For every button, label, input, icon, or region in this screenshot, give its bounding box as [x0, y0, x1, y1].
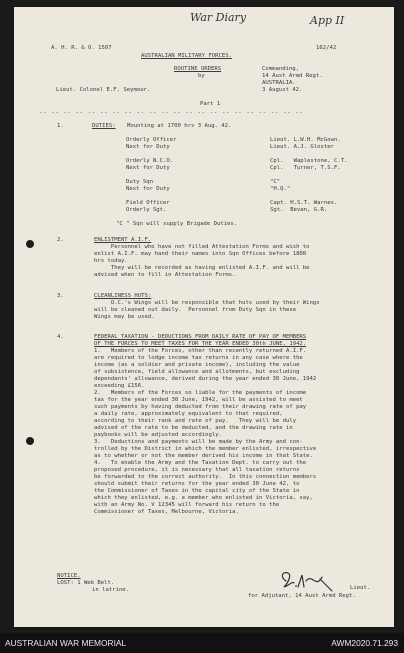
section-heading-duties: DUTIES:: [92, 123, 116, 129]
body-line: enlist A.I.F. may hand their names into Sqn Offices before 1800: [94, 251, 307, 257]
body-line: income (as a soldier and private income), including the value: [94, 362, 300, 368]
duty-value: Capt. H.S.T. Warnes.: [270, 200, 338, 206]
duty-value: Cpl. Waplestone, C.T.: [270, 158, 348, 164]
section-number: 3.: [57, 293, 64, 299]
commanding-officer: Lieut. Colonel E.F. Seymour.: [56, 87, 151, 93]
duty-value: Lieut. A.J. Gloster: [270, 144, 334, 150]
unit-heading: AUSTRALIAN MILITARY FORCES.: [141, 53, 232, 59]
by-label: by: [198, 73, 205, 79]
duty-role: Next for Duty: [126, 186, 170, 192]
duty-role: Next for Duty: [126, 144, 170, 150]
notice-line: LOST: 1 Web Belt.: [57, 580, 115, 586]
commanding-line: AUSTRALIA.: [262, 80, 296, 86]
body-line: such payments by having deducted from their drawing rate of pay: [94, 404, 307, 410]
body-line: a daily rate, approximately equivalent to that required,: [94, 411, 283, 417]
body-line: be forwarded to the correct authority. In this connection members: [94, 474, 317, 480]
body-line: 2. Members of the Forces so liable for the payments of income: [94, 390, 307, 396]
commanding-line: Commanding,: [262, 66, 300, 72]
body-line: should submit their returns for the year ended 30 June 42, to: [94, 481, 300, 487]
body-line: with an Army No. V 12345 will forward his return to the: [94, 502, 280, 508]
body-line: will be cleaned out daily. Personnel from Duty Sqn in these: [94, 307, 297, 313]
duty-role: Duty Sqn: [126, 179, 153, 185]
body-line: which they enlisted, e.g. a member who enlisted in Victoria, say,: [94, 495, 313, 501]
duty-value: "H.Q.": [270, 186, 291, 192]
body-line: 1. Members of the Forces, other than recently returned A.I.F.: [94, 348, 307, 354]
document-page: [14, 7, 394, 627]
body-line: the Commissioner of Taxes in the capital city of the State in: [94, 488, 300, 494]
body-line: OF THE FORCES TO MEET TAXES FOR THE YEAR ENDED 30th JUNE, 1942.: [94, 341, 307, 347]
signature: [276, 569, 336, 595]
duty-role: Orderly Officer: [126, 137, 177, 143]
duty-role: Next for Duty: [126, 165, 170, 171]
footer-source: AUSTRALIAN WAR MEMORIAL: [5, 638, 127, 648]
signature-for: for Adjutant, 14 Aust Armd Regt.: [248, 593, 356, 599]
body-line: 3. Deductions and payments will be made by the Army and con-: [94, 439, 303, 445]
body-line: Personnel who have not filled Attestation Forms and wish to: [94, 244, 310, 250]
body-line: advised of the rate to be deducted, and the drawing rate in: [94, 425, 293, 431]
duties-intro: Mounting at 1700 hrs 3 Aug. 42.: [127, 123, 232, 129]
duty-role: Field Officer: [126, 200, 170, 206]
duty-role: Orderly Sgt.: [126, 207, 167, 213]
punch-hole: [26, 240, 34, 248]
body-line: as to whether or not the member derived his income in that State.: [94, 453, 313, 459]
section-number: 4.: [57, 334, 64, 340]
body-line: trolled by the District in which the member enlisted, irrespective: [94, 446, 317, 452]
body-line: Commissioner of Taxes, Melbourne, Victoria.: [94, 509, 239, 515]
handwritten-appendix: App II: [310, 14, 345, 27]
section-number: 1.: [57, 123, 64, 129]
signature-rank: Lieut.: [350, 585, 371, 591]
section-heading-enlistment: ENLISTMENT A.I.F.: [94, 237, 152, 243]
section-heading-cleanliness: CLEANLINESS HUTS:: [94, 293, 152, 299]
commanding-line: 14 Aust Armd Regt.: [262, 73, 323, 79]
order-number: 162/42: [316, 45, 337, 51]
body-line: hrs today.: [94, 258, 128, 264]
handwritten-war-diary: War Diary: [190, 11, 247, 24]
body-line: exceeding £156.: [94, 383, 145, 389]
body-line: of subsistence, field allowance and allotments, but excluding: [94, 369, 300, 375]
body-line: tax for the year ended 30 June, 1942, will be assisted to meet: [94, 397, 303, 403]
duty-role: Orderly N.C.O.: [126, 158, 174, 164]
body-line: FEDERAL TAXATION - DEDUCTIONS FROM DAILY RATE OF PAY OF MEMBERS: [94, 334, 307, 340]
body-line: according to their rank and rate of pay. They will be duly: [94, 418, 297, 424]
body-line: Wings may be used.: [94, 314, 155, 320]
duty-value: Cpl. Turner, T.S.F.: [270, 165, 341, 171]
body-line: They will be recorded as having enlisted A.I.F. and will be: [94, 265, 310, 271]
document-title: ROUTINE ORDERS: [174, 66, 222, 72]
duty-value: "C": [270, 179, 281, 185]
commanding-line: 3 August 42.: [262, 87, 303, 93]
duty-value: Sgt. Bevan, G.R.: [270, 207, 328, 213]
duties-note: "C " Sqn will supply Brigade Duties.: [116, 221, 238, 227]
notice-label: NOTICE.: [57, 573, 81, 579]
body-line: dependants' allowance, derived during the year ended 30 June, 1942: [94, 376, 317, 382]
body-line: proposed procedure, it is necessary that all taxation returns: [94, 467, 300, 473]
body-line: O.C.'s Wings will be responsible that huts used by their Wings: [94, 300, 320, 306]
footer-accession: AWM2020.71.293: [331, 638, 398, 648]
footer-bar: [0, 633, 404, 653]
body-line: advised when to fill in Attestation Forms.: [94, 272, 236, 278]
punch-hole: [26, 437, 34, 445]
body-line: 4. To enable the Army and the Taxation Dept. to carry out the: [94, 460, 307, 466]
body-line: paybooks will be adjusted accordingly.: [94, 432, 222, 438]
section-number: 2.: [57, 237, 64, 243]
divider: -- -- -- -- -- -- -- -- -- -- -- -- -- -- -- -- -- -- -- -- -- --: [39, 110, 304, 116]
form-reference: A. H. R. & O. 1507: [51, 45, 112, 51]
notice-line: in latrine.: [92, 587, 130, 593]
duty-value: Lieut. L.W.H. McGown.: [270, 137, 341, 143]
body-line: are required to lodge income tax returns in any case where the: [94, 355, 303, 361]
part-label: Part 1: [200, 101, 221, 107]
